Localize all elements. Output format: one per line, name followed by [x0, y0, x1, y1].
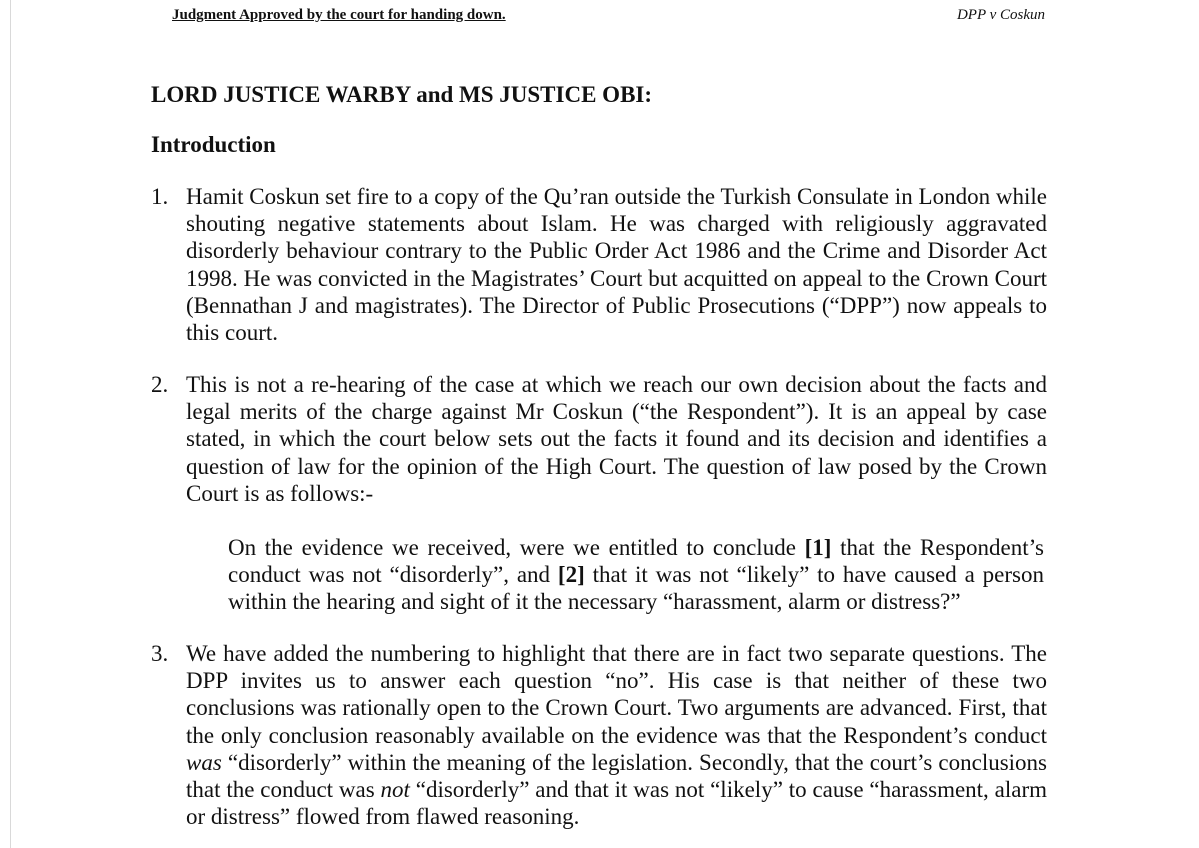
running-header-right: DPP v Coskun	[956, 7, 1045, 23]
judges-heading: LORD JUSTICE WARBY and MS JUSTICE OBI:	[151, 82, 653, 107]
block-quote-question-of-law	[228, 534, 1044, 616]
paragraph-2	[151, 371, 1047, 507]
paragraph-1	[151, 183, 1047, 346]
page-left-edge	[10, 0, 11, 848]
running-header-left: Judgment Approved by the court for handing down.	[172, 7, 506, 23]
quote-text: that it was not “likely” to have caused a person within the hearing and sight of it the necessary “harassment, alarm or distress?”	[228, 562, 1044, 615]
quote-question-marker-1: [1]	[804, 535, 832, 560]
paragraph-text-part: “disorderly” within the meaning of the legislation. Secondly, that the court’s conclusions that the conduct was	[186, 749, 1047, 803]
paragraph-text: Hamit Coskun set fire to a copy of the Qu’ran outside the Turkish Consulate in London while shouting negative statements about Islam. He was charged with religiously aggravated disorderly behaviour contrary to the Public Order Act 1986 and the Crime and Disorder Act 1998. He was convicted in the Magistrates’ Court but acquitted on appeal to the Crown Court (Bennathan J and magistrates). The Director of Public Prosecutions (“DPP”) now appeals to this court.	[186, 184, 1047, 346]
section-heading-introduction: Introduction	[151, 132, 276, 157]
quote-text: that the Respondent’s conduct was not “disorderly”, and	[228, 535, 1044, 588]
paragraph-text-part: “disorderly” and that it was not “likely” to cause “harassment, alarm or distress” flowed from flawed reasoning.	[186, 777, 1048, 830]
quote-question-marker-2: [2]	[557, 562, 585, 588]
paragraph-text: This is not a re-hearing of the case at which we reach our own decision about the facts and legal merits of the charge against Mr Coskun (“the Respondent”). It is an appeal by case stated, in which the court below sets out the facts it found and its decision and identifies a question of law for the opinion of the High Court. The question of law posed by the Crown Court is as follows:-	[186, 372, 1047, 506]
emphasis-was: was	[186, 749, 222, 775]
paragraph-number: 3.	[151, 641, 169, 666]
paragraph-3	[151, 640, 1047, 830]
paragraph-text	[186, 640, 1047, 830]
paragraph-number: 2.	[151, 372, 169, 397]
quote-text: On the evidence we received, were we entitled to conclude	[228, 535, 805, 560]
paragraph-number: 1.	[151, 184, 169, 209]
paragraph-text-part: We have added the numbering to highlight that there are in fact two separate questions. The DPP invites us to answer each question “no”. His case is that neither of these two conclusions was rationally open to the Crown Court. Two arguments are advanced. First, that the only conclusion reasonably available on the evidence was that the Respondent’s conduct	[186, 641, 1047, 748]
emphasis-not: not	[380, 777, 410, 803]
